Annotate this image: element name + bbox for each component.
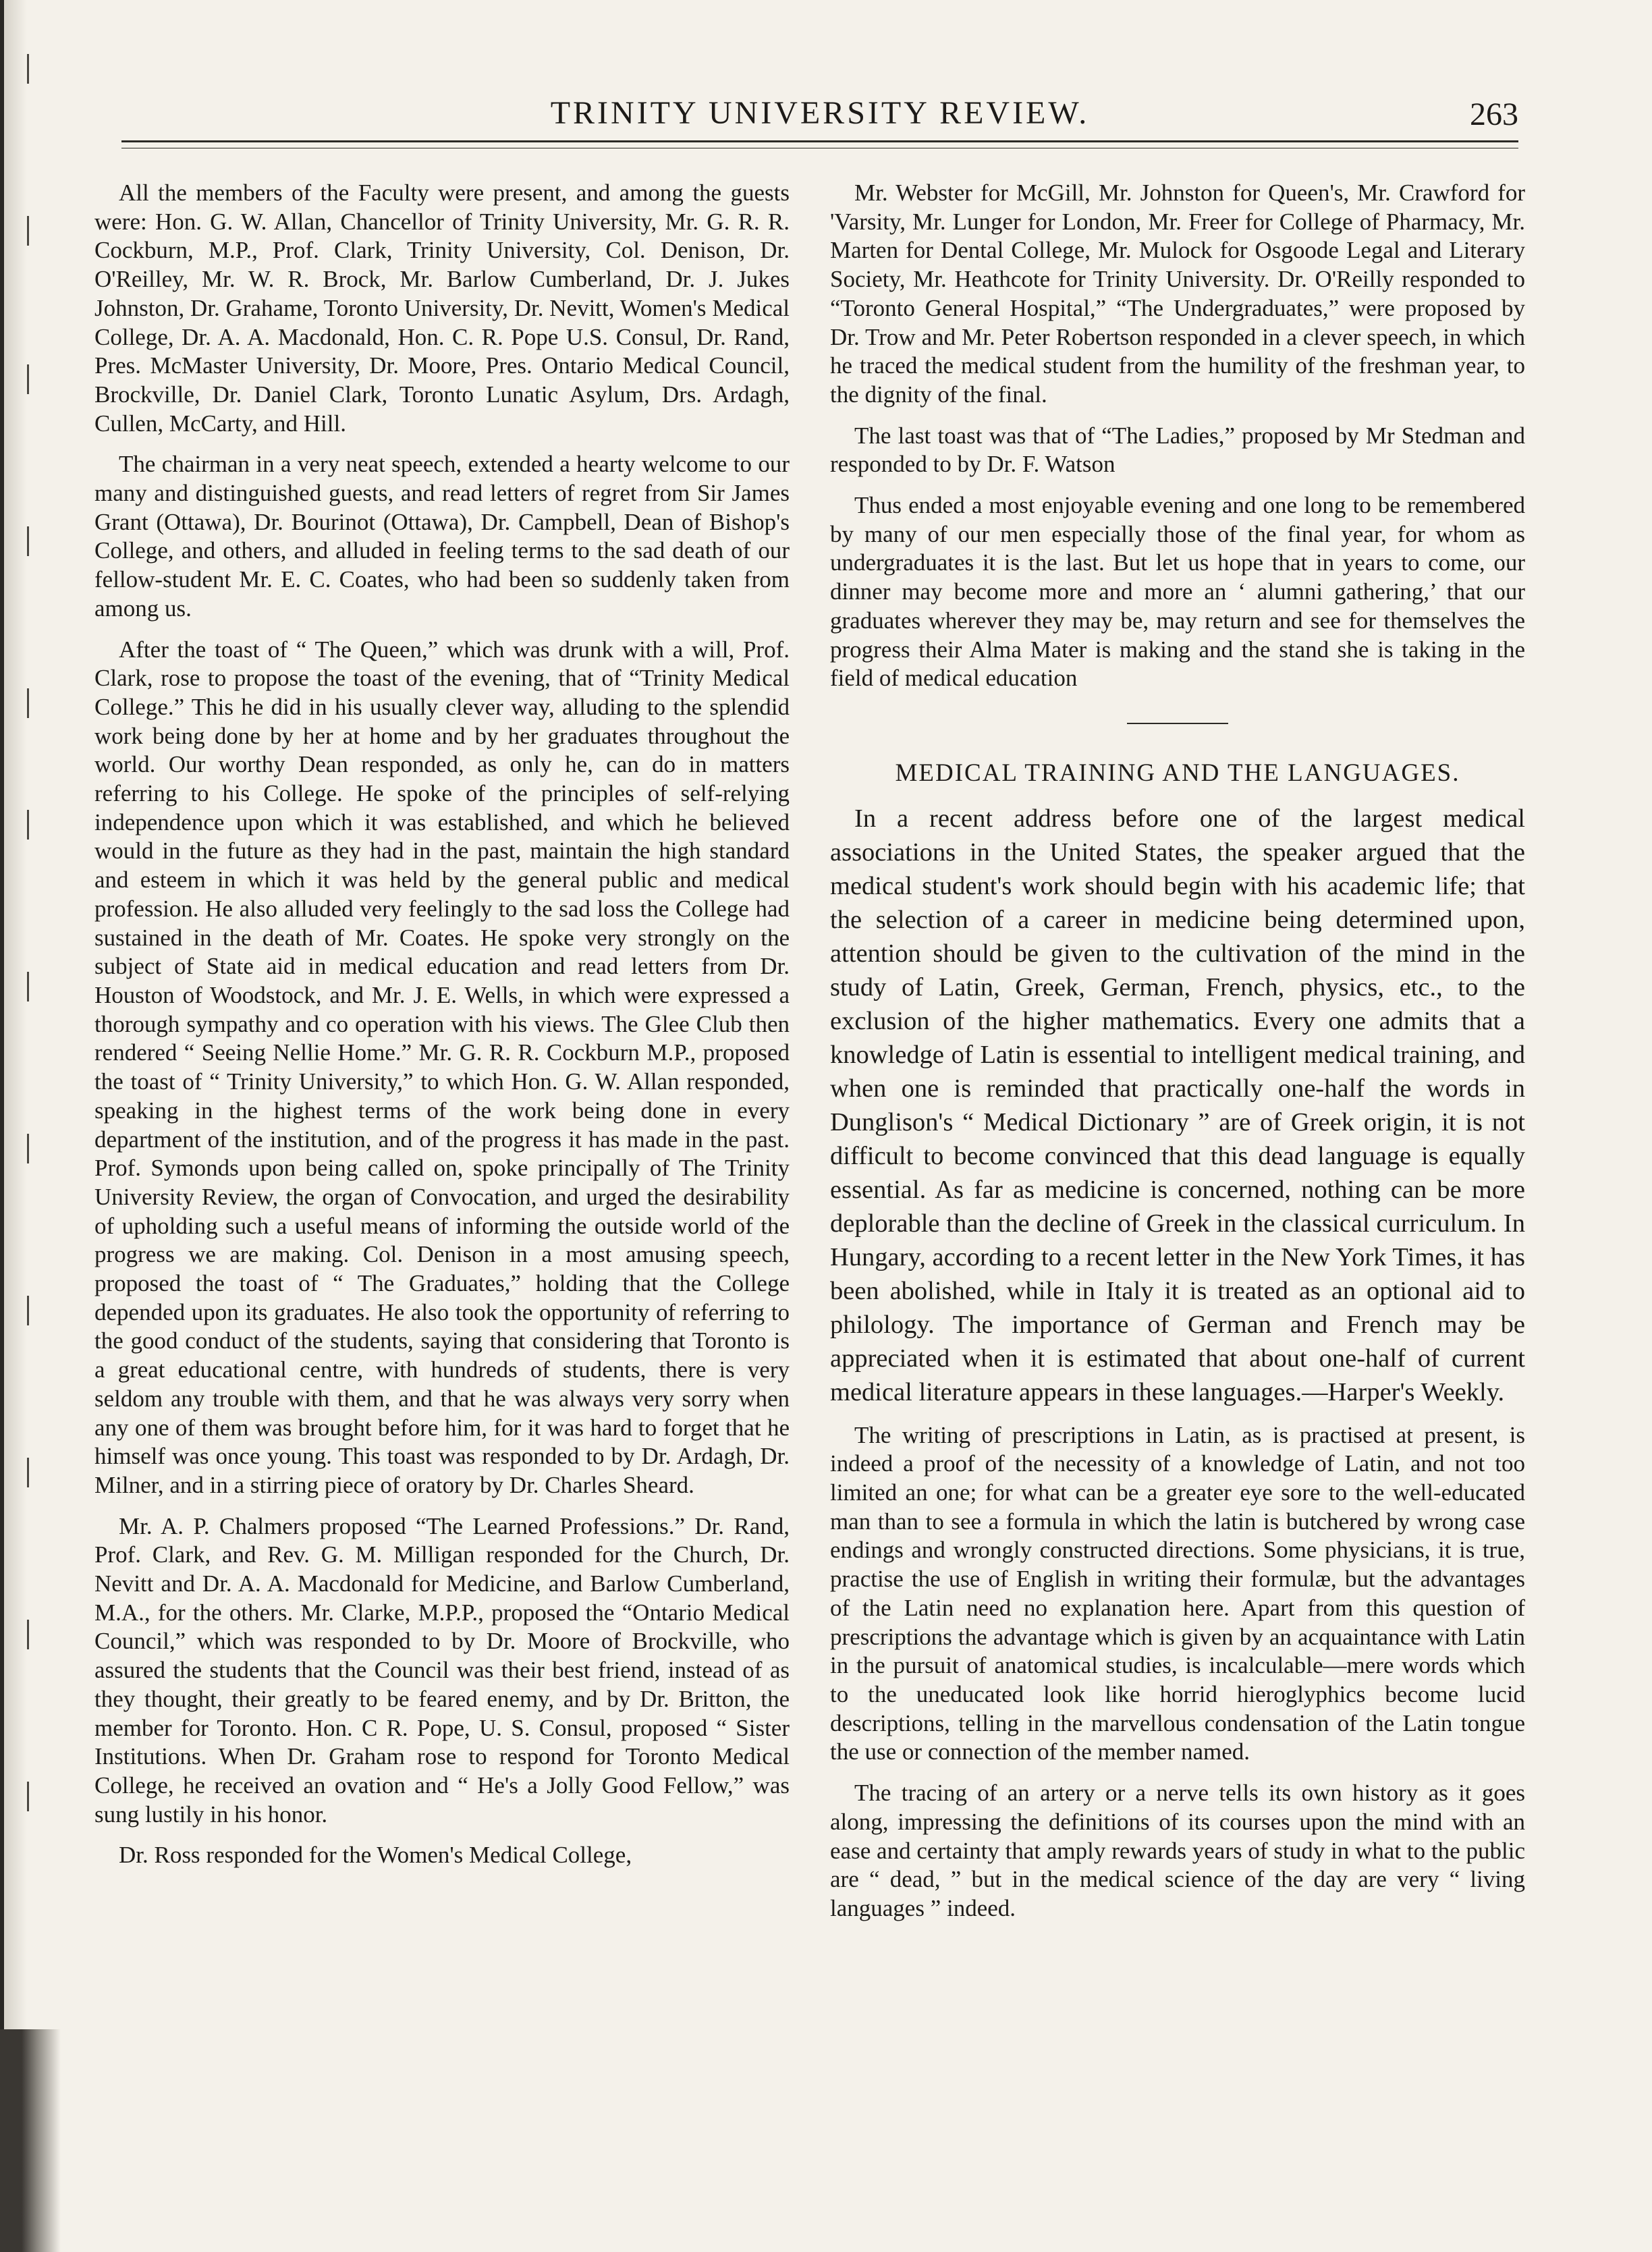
paragraph: Mr. Webster for McGill, Mr. Johnston for Queen's, Mr. Crawford for 'Varsity, Mr. Lunger for London, Mr. Freer for College of Pharmacy, Mr. Marten for Dental College, Mr. Mulock for Osgoode Legal and Literary Society, Mr. Heathcote for Trinity University. Dr. O'Reilly responded to “Toronto General Hospital,” “The Undergraduates,” were proposed by Dr. Trow and Mr. Peter Robertson responded in a clever speech, in which he traced the medical student from the humility of the freshman year, to the dignity of the final. [830, 180, 1525, 408]
paragraph: The last toast was that of “The Ladies,” proposed by Mr Stedman and responded to by Dr. F. Watson [830, 422, 1525, 478]
paragraph: In a recent address before one of the largest medical associations in the United States, the speaker argued that the medical student's work should begin with his academic life; that the selection of a career in medicine being determined upon, attention should be given to the cultivation of the mind in the study of Latin, Greek, German, French, physics, etc., to the exclusion of the higher mathematics. Every one admits that a knowledge of Latin is essential to intelligent medical training, and when one is reminded that practically one-half the words in Dunglison's “ Medical Dictionary ” are of Greek origin, it is not difficult to become convinced that this dead language is equally essential. As far as medicine is concerned, nothing can be more deplorable than the decline of Greek in the classical curriculum. In Hungary, according to a recent letter in the New York Times, it has been abolished, while in Italy it is treated as an optional aid to philology. The importance of German and French may be appreciated when it is estimated that about one-half of current medical literature appears in these languages.—Harper's Weekly. [830, 804, 1525, 1406]
paragraph: All the members of the Faculty were present, and among the guests were: Hon. G. W. Allan, Chancellor of Trinity University, Mr. G. R. R. Cockburn, M.P., Prof. Clark, Trinity University, Col. Denison, Dr. O'Reilley, Mr. W. R. Brock, Mr. Barlow Cumberland, Dr. J. Jukes Johnston, Dr. Grahame, Toronto University, Dr. Nevitt, Women's Medical College, Dr. A. A. Macdonald, Hon. C. R. Pope U.S. Consul, Dr. Rand, Pres. McMaster University, Dr. Moore, Pres. Ontario Medical Council, Brockville, Dr. Daniel Clark, Toronto Lunatic Asylum, Drs. Ardagh, Cullen, McCarty, and Hill. [94, 180, 790, 437]
paragraph: Mr. A. P. Chalmers proposed “The Learned Professions.” Dr. Rand, Prof. Clark, and Rev. G. M. Milligan responded for the Church, Dr. Nevitt and Dr. A. A. Macdonald for Medicine, and Barlow Cumberland, M.A., for the others. Mr. Clarke, M.P.P., proposed the “Ontario Medical Council,” which was responded to by Dr. Moore of Brockville, who assured the students that the Council was their best friend, instead of as they thought, their greatly to be feared enemy, and by Dr. Britton, the member for Toronto. Hon. C R. Pope, U. S. Consul, proposed “ Sister Institutions. When Dr. Graham rose to respond for Toronto Medical College, he received an ovation and “ He's a Jolly Good Fellow,” was sung lustily in his honor. [94, 1512, 790, 1828]
paragraph: Thus ended a most enjoyable evening and one long to be remembered by many of our men especially those of the final year, for whom as undergraduates it is the last. But let us hope that in years to come, our dinner may become more and more an ‘ alumni gathering,’ that our graduates wherever they may be, may return and see for themselves the progress their Alma Mater is making and the stand she is taking in the field of medical education [830, 492, 1525, 692]
header-rule [121, 140, 1518, 148]
margin-marks [27, 13, 34, 2241]
paragraph: The tracing of an artery or a nerve tells its own history as it goes along, impressing the definitions of its courses upon the mind with an ease and certainty that amply rewards years of study in what to the public are “ dead, ” but in the medical science of the day are very “ living languages ” indeed. [830, 1780, 1525, 1921]
paragraph: The writing of prescriptions in Latin, as is practised at present, is indeed a proof of the necessity of a knowledge of Latin, and not too limited an one; for what can be a greater eye sore to the well-educated man than to see a formula in which the latin is butchered by wrong case endings and wrongly constructed directions. Some physicians, it is true, practise the use of English in writing their formulæ, but the advantages of the Latin need no explanation here. Apart from this question of prescriptions the advantage which is given by an acquaintance with Latin in the pursuit of anatomical studies, is incalculable—mere words which to the uneducated look like horrid hieroglyphics become lucid descriptions, telling in the marvellous condensation of the Latin tongue the use or connection of the member named. [830, 1421, 1525, 1765]
left-column [94, 179, 790, 1882]
running-title: TRINITY UNIVERSITY REVIEW. [550, 95, 1090, 131]
page-header [121, 94, 1518, 142]
section-heading: MEDICAL TRAINING AND THE LANGUAGES. [895, 759, 1460, 787]
paragraph: After the toast of “ The Queen,” which was drunk with a will, Prof. Clark, rose to propose the toast of the evening, that of “Trinity Medical College.” This he did in his usually clever way, alluding to the splendid work being done by her at home and by her graduates throughout the world. Our worthy Dean responded, as only he, can do in matters referring to his College. He spoke of the principles of self-relying independence upon which it was established, and which he believed would in the future as they had in the past, maintain the high standard and esteem in which it was held by the general public and medical profession. He also alluded very feelingly to the sad loss the College had sustained in the death of Mr. Coates. He spoke very strongly on the subject of State aid in medical education and read letters from Dr. Houston of Woodstock, and Mr. J. E. Wells, in which were expressed a thorough sympathy and co operation with his views. The Glee Club then rendered “ Seeing Nellie Home.” Mr. G. R. R. Cockburn M.P., proposed the toast of “ Trinity University,” to which Hon. G. W. Allan responded, speaking in the highest terms of the work being done in every department of the institution, and of the progress it has made in the past. Prof. Symonds upon being called on, spoke principally of The Trinity University Review, the organ of Convocation, and urged the desirability of upholding such a useful means of informing the outside world of the progress we are making. Col. Denison in a most amusing speech, proposed the toast of “ The Graduates,” holding that the College depended upon its graduates. He also took the opportunity of referring to the good conduct of the students, saying that considering that Toronto is a great educational centre, with hundreds of students, there is very seldom any trouble with them, and that he was always very sorry when any one of them was brought before him, for it was hard to forget that he himself was once young. This toast was responded to by Dr. Ardagh, Dr. Milner, and in a stirring piece of oratory by Dr. Charles Sheard. [94, 636, 790, 1498]
page-number: 263 [1470, 97, 1518, 132]
paragraph: The chairman in a very neat speech, extended a hearty welcome to our many and distinguished guests, and read letters of regret from Sir James Grant (Ottawa), Dr. Bourinot (Ottawa), Dr. Campbell, Dean of Bishop's College, and others, and alluded in feeling terms to the sad death of our fellow-student Mr. E. C. Coates, who had been so suddenly taken from among us. [94, 451, 790, 622]
paragraph: Dr. Ross responded for the Women's Medical College, [119, 1842, 632, 1869]
right-column [830, 179, 1525, 1935]
section-divider [1127, 723, 1228, 724]
scan-binding-shadow [0, 0, 40, 2252]
